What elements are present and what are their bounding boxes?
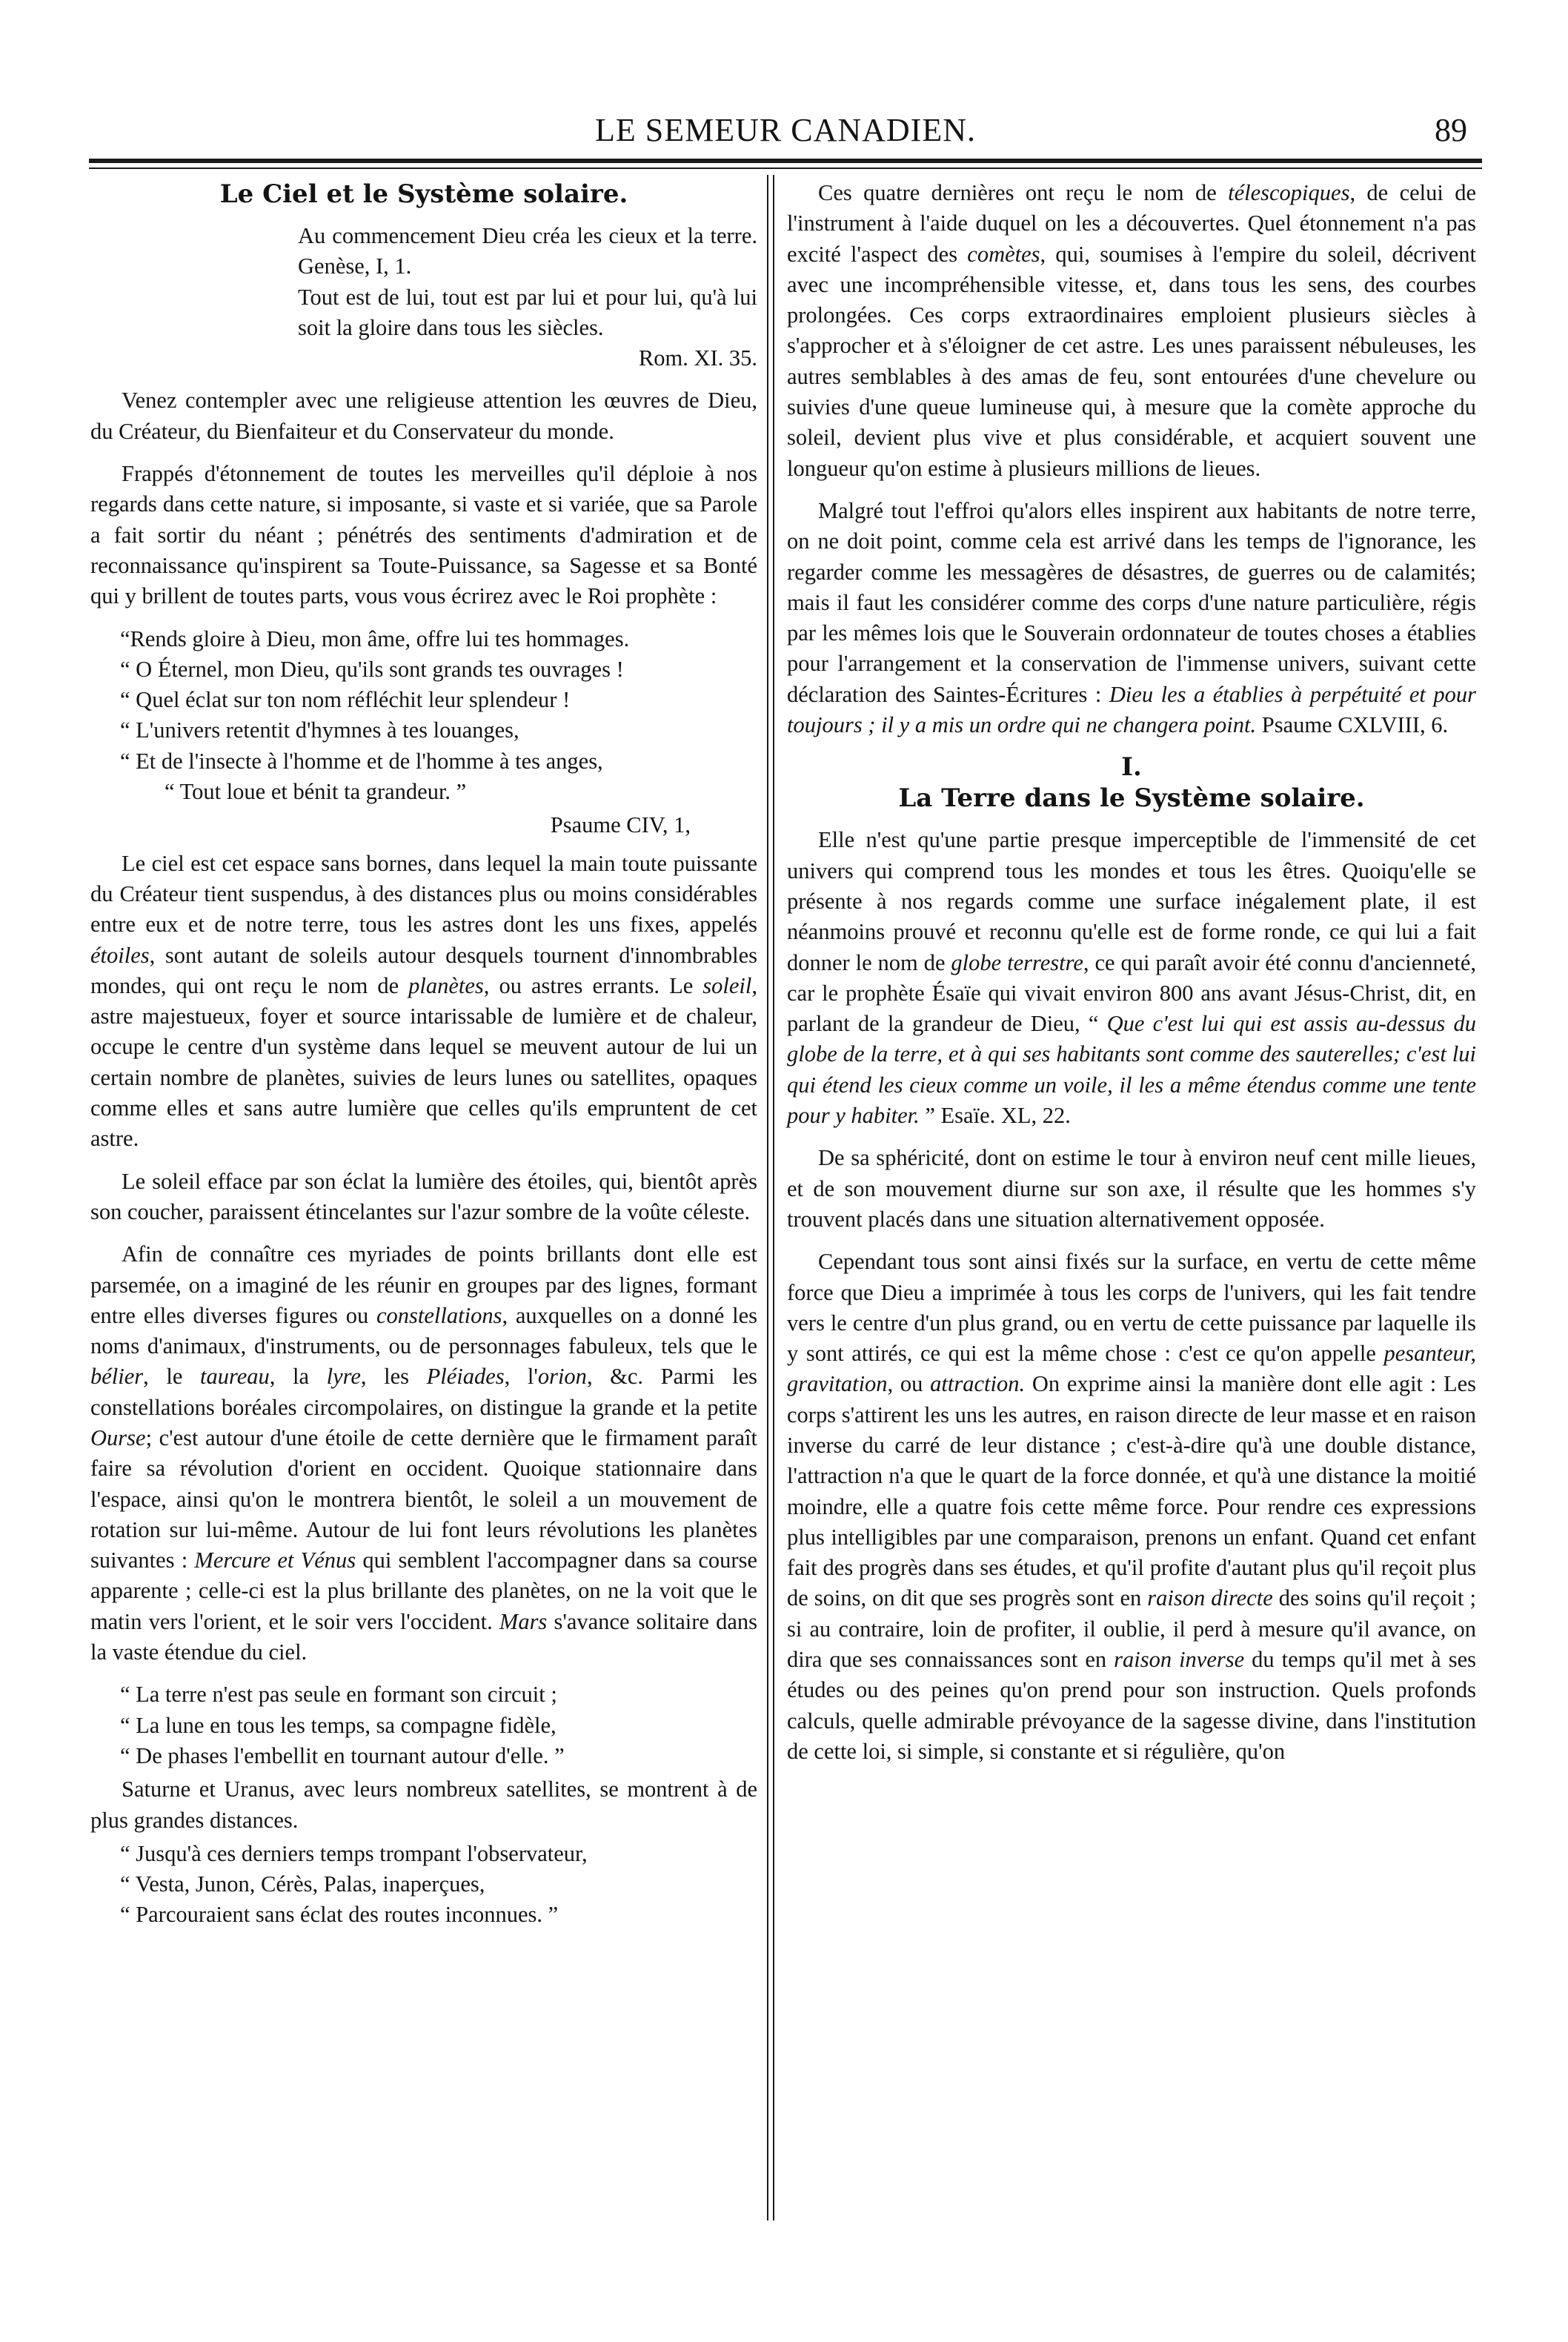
section-number: I. xyxy=(1121,752,1142,783)
section-title: La Terre dans le Système solaire. xyxy=(898,783,1365,814)
verse-line: “ La lune en tous les temps, sa compagne fidèle, xyxy=(120,1712,557,1738)
paragraph: De sa sphéricité, dont on estime le tour à environ neuf cent mille lieues, et de son mouvement diurne sur son axe, il résulte que les hommes s'y trouvent placés dans une situation alternativement opposée. xyxy=(787,1145,1476,1232)
section-title: Le Ciel et le Système solaire. xyxy=(219,179,628,209)
verse-line: “ Vesta, Junon, Cérès, Palas, inaperçues, xyxy=(120,1871,485,1897)
paragraph: Cependant tous sont ainsi fixés sur la surface, en vertu de cette même force que Dieu a imprimée à tous les corps de l'univers, qui les fait tendre vers le centre d'un plus grand, ou en vertu de cette puissance par laquelle ils y sont attirés, ce qui est la même chose : c'est ce qu'on appelle pesanteur, gravitation, ou attraction. On exprime ainsi la manière dont elle agit : Les corps s'attirent les uns les autres, en raison directe de leur masse et en raison inverse du carré de leur distance ; c'est-à-dire qu'à une double distance, l'attraction n'a que le quart de la force donnée, et qu'à une distance la moitié moindre, elle a quatre fois cette même force. Pour rendre ces expressions plus intelligibles par une comparaison, prenons un enfant. Quand cet enfant fait des progrès dans ses études, et qu'il profite d'autant plus qu'il reçoit plus de soins, on dit que ses progrès sont en raison directe des soins qu'il reçoit ; si au contraire, loin de profiter, il oublie, il perd à mesure qu'il avance, on dira que ses connaissances sont en raison inverse du temps qu'il met à ses études ou des peines qu'on prend pour son instruction. Quels profonds calculs, quelle admirable prévoyance de la sagesse divine, dans l'institution de cette loi, si simple, si constante et si régulière, qu'on xyxy=(787,1249,1477,1764)
verse-earth xyxy=(120,1679,757,1771)
verse-line: “Rends gloire à Dieu, mon âme, offre lui tes hommages. xyxy=(120,626,630,651)
paragraph: Frappés d'étonnement de toutes les merveilles qu'il déploie à nos regards dans cette nature, si imposante, si vaste et si variée, que sa Parole a fait sortir du néant ; pénétrés des sentiments d'admiration et de reconnaissance qu'inspirent sa Toute-Puissance, sa Sagesse et sa Bonté qui y brillent de toutes parts, vous vous écrirez avec le Roi prophète : xyxy=(90,461,757,609)
running-header xyxy=(89,111,1482,156)
verse-line: “ Et de l'insecte à l'homme et de l'homme à tes anges, xyxy=(120,748,603,774)
paragraph: Le soleil efface par son éclat la lumière des étoiles, qui, bientôt après son coucher, paraissent étincelantes sur l'azur sombre de la voûte céleste. xyxy=(90,1168,757,1224)
right-column xyxy=(787,178,1476,1767)
paragraph: Elle n'est qu'une partie presque imperceptible de l'immensité de cet univers qui comprend tous les mondes et tous les êtres. Quoiqu'elle se présente à nos regards comme une surface inégalement plate, il est néanmoins prouvé et reconnu qu'elle est de forme ronde, ce qui lui a fait donner le nom de globe terrestre, ce qui paraît avoir été connu d'ancienneté, car le prophète Ésaïe qui vivait environ 800 ans avant Jésus-Christ, dit, en parlant de la grandeur de Dieu, “ Que c'est lui qui est assis au-dessus du globe de la terre, et à qui ses habitants sont comme des sauterelles; c'est lui qui étend les cieux comme un voile, il les a même étendus comme une tente pour y habiter. ” Esaïe. XL, 22. xyxy=(787,827,1476,1129)
paragraph: Le ciel est cet espace sans bornes, dans lequel la main toute puissante du Créateur tient suspendus, à des distances plus ou moins considérables entre eux et de notre terre, tous les astres dont les uns fixes, appelés étoiles, sont autant de soleils autour desquels tournent d'innombrables mondes, qui ont reçu le nom de planètes, ou astres errants. Le soleil, astre majestueux, foyer et source intarissable de lumière et de chaleur, occupe le centre d'un système dans lequel se meuvent autour de lui un certain nombre de planètes, suivies de leurs lunes ou satellites, opaques comme elles et sans autre lumière que celles qu'ils empruntent de cet astre. xyxy=(90,850,757,1152)
verse-reference: Psaume CIV, 1, xyxy=(550,812,691,838)
paragraph: Ces quatre dernières ont reçu le nom de télescopiques, de celui de l'instrument à l'aide duquel on les a découvertes. Quel étonnement n'a pas excité l'aspect des comètes, qui, soumises à l'empire du soleil, décrivent avec une incompréhensible vitesse, et, dans tous les sens, des courbes prolongées. Ces corps extraordinaires emploient plusieurs siècles à s'approcher et à s'éloigner de cet astre. Les unes paraissent nébuleuses, les autres semblables à des amas de feu, sont entourées d'une chevelure ou suivies d'une queue lumineuse qui, à mesure que la comète approche du soleil, devient plus vive et plus considérable, et acquiert souvent une longueur qu'on estime à plusieurs millions de lieues. xyxy=(787,180,1477,481)
verse-line: “ L'univers retentit d'hymnes à tes louanges, xyxy=(120,717,519,743)
left-column xyxy=(90,178,757,1934)
verse-line: “ De phases l'embellit en tournant autour d'elle. ” xyxy=(120,1742,565,1768)
header-rule-thin xyxy=(89,167,1482,169)
paragraph: Afin de connaître ces myriades de points brillants dont elle est parsemée, on a imaginé de les réunir en groupes par des lignes, formant entre elles diverses figures ou constellations, auxquelles on a donné les noms d'animaux, d'instruments, ou de personnages fabuleux, tels que le bélier, le taureau, la lyre, les Pléiades, l'orion, &c. Parmi les constellations boréales circompolaires, on distingue la grande et la petite Ourse; c'est autour d'une étoile de cette dernière que le firmament paraît faire sa révolution d'orient en occident. Quoique stationnaire dans l'espace, ainsi qu'on le montrera bientôt, le soleil a un mouvement de rotation sur lui-même. Autour de lui font leurs révolutions les planètes suivantes : Mercure et Vénus qui semblent l'accompagner dans sa course apparente ; celle-ci est la plus brillante des planètes, on ne la voit que le matin vers l'orient, et le soir vers l'occident. Mars s'avance solitaire dans la vaste étendue du ciel. xyxy=(90,1241,758,1665)
header-rule-thick xyxy=(89,159,1482,163)
verse-line: “ Parcouraient sans éclat des routes inconnues. ” xyxy=(120,1902,559,1928)
epigraph xyxy=(298,221,757,374)
paragraph: Saturne et Uranus, avec leurs nombreux satellites, se montrent à de plus grandes distances. xyxy=(90,1777,757,1833)
verse-line: “ Quel éclat sur ton nom réfléchit leur splendeur ! xyxy=(120,687,571,713)
epigraph-romans: Tout est de lui, tout est par lui et pour lui, qu'à lui soit la gloire dans tous les siècles. xyxy=(298,284,757,340)
verse-line: “ La terre n'est pas seule en formant son circuit ; xyxy=(120,1682,557,1708)
verse-line: “ Jusqu'à ces derniers temps trompant l'observateur, xyxy=(120,1840,588,1866)
epigraph-genesis: Au commencement Dieu créa les cieux et la terre. Genèse, I, 1. xyxy=(298,223,757,279)
verse-asteroids xyxy=(120,1839,757,1931)
verse-line: “ O Éternel, mon Dieu, qu'ils sont grands tes ouvrages ! xyxy=(120,656,624,682)
paragraph: Venez contempler avec une religieuse attention les œuvres de Dieu, du Créateur, du Bienfaiteur et du Conservateur du monde. xyxy=(90,388,757,444)
verse-line: “ Tout loue et bénit ta grandeur. ” xyxy=(165,779,467,805)
journal-title: LE SEMEUR CANADIEN. xyxy=(595,112,976,148)
verse-psalm-104 xyxy=(120,624,757,808)
paragraph: Malgré tout l'effroi qu'alors elles inspirent aux habitants de notre terre, on ne doit point, comme cela est arrivé dans les temps de l'ignorance, les regarder comme les messagères de désastres, de guerres ou de calamités; mais il faut les considérer comme des corps d'une nature particulière, régis par les mêmes lois que le Souverain ordonnateur de toutes choses a établies pour l'arrangement et la conservation de l'immense univers, suivant cette déclaration des Saintes-Écritures : Dieu les a établies à perpétuité et pour toujours ; il y a mis un ordre qui ne changera point. Psaume CXLVIII, 6. xyxy=(787,497,1476,738)
column-divider xyxy=(767,175,774,2220)
epigraph-reference: Rom. XI. 35. xyxy=(638,345,757,371)
page-number: 89 xyxy=(1435,112,1467,148)
